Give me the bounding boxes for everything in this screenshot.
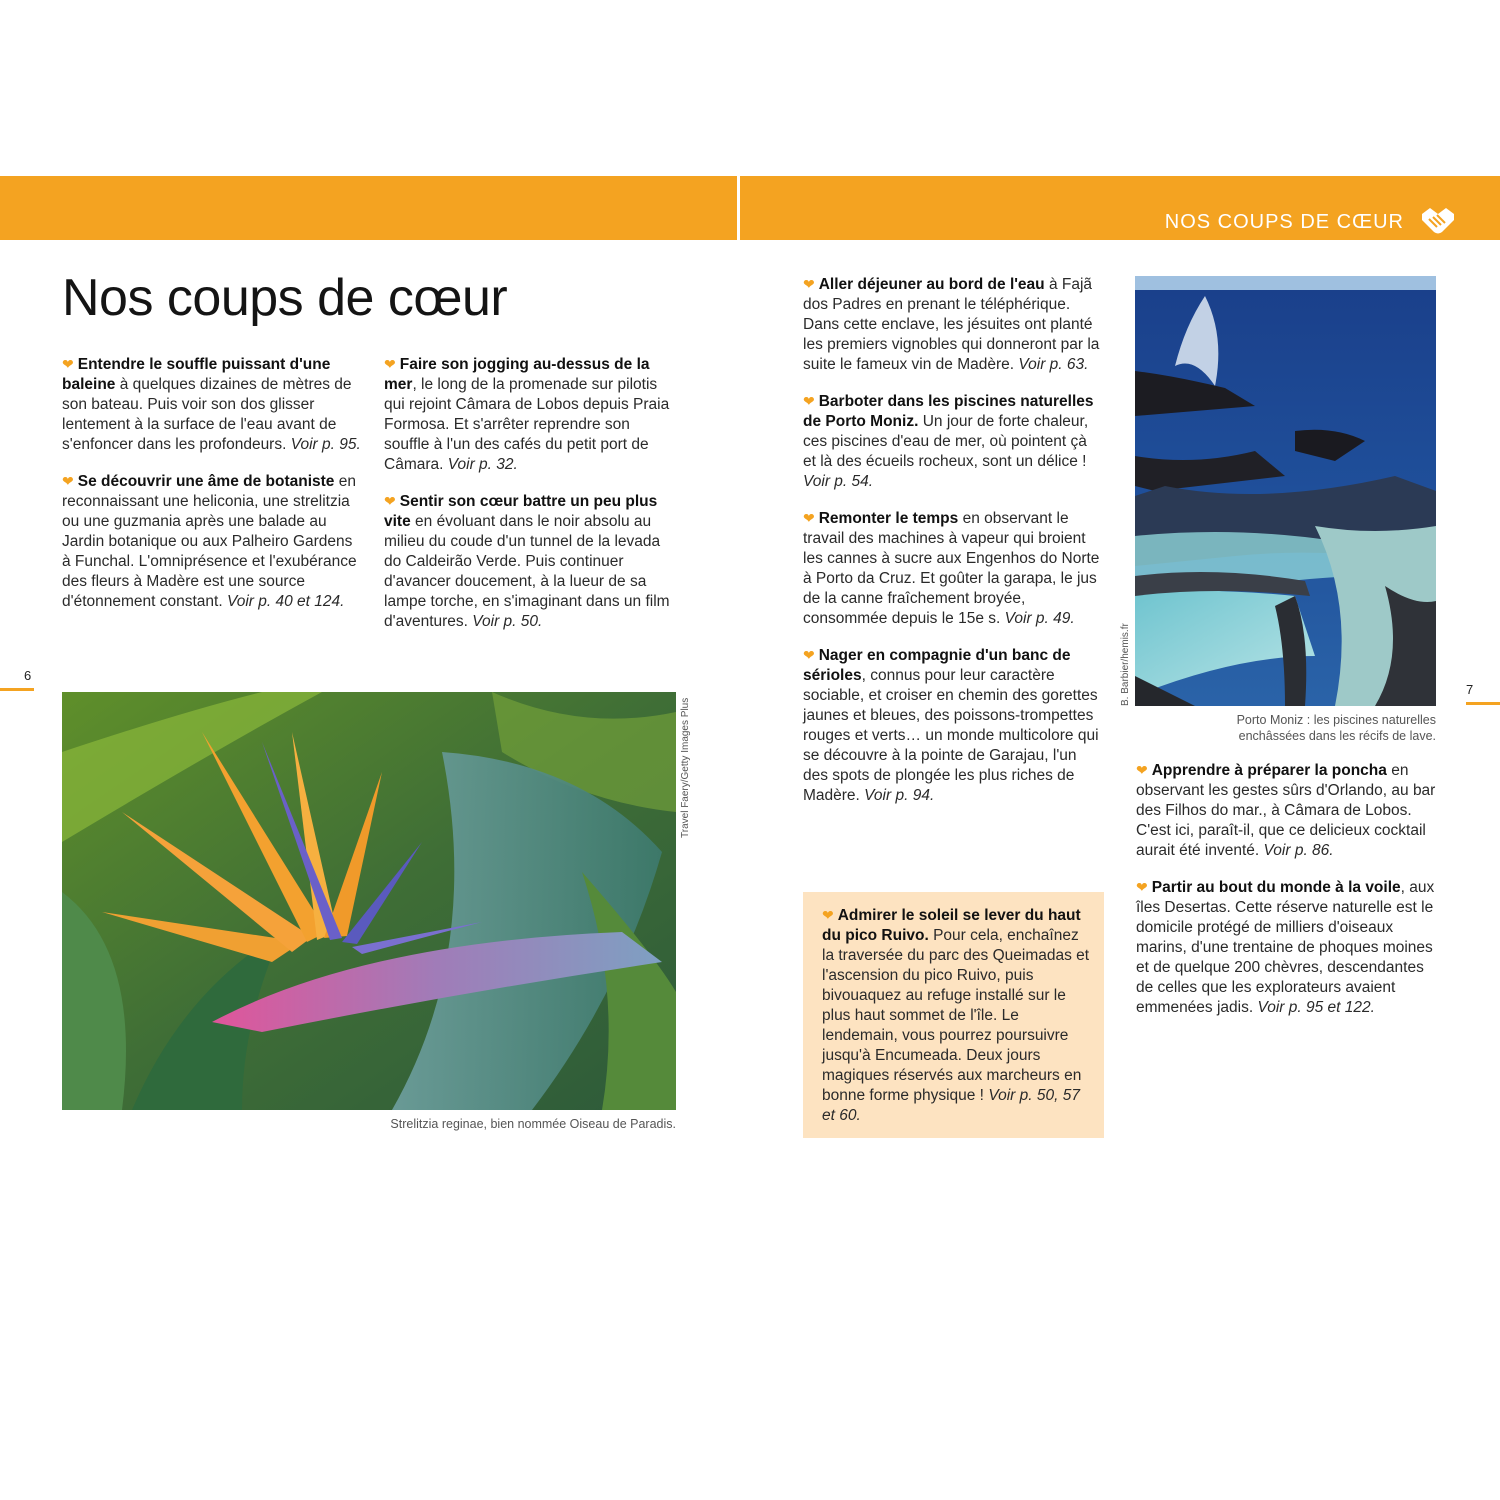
heart-icon: ❤ [803, 510, 815, 526]
tip-item: ❤ Admirer le soleil se lever du haut du pico Ruivo. Pour cela, enchaînez la traversée du parc des Queimadas et l'ascension du pico Ruivo, puis bivouaquez au refuge installé sur le plus haut sommet de l'île. Le lendemain, vous pourrez poursuivre jusqu'à Encumeada. Deux jours magiques réservés aux marcheurs en bonne forme physique ! Voir p. 50, 57 et 60. [822, 907, 1090, 1124]
tip-item: ❤ Faire son jogging au-dessus de la mer, le long de la promenade sur pilotis qui rejoint Câmara de Lobos depuis Praia Formosa. Et s'arrêter reprendre son souffle à l'un des cafés du petit port de Câmara. Voir p. 32. [384, 356, 670, 473]
heart-icon: ❤ [803, 393, 815, 409]
section-label: NOS COUPS DE CŒUR [1164, 211, 1404, 233]
strelitzia-illustration [62, 692, 676, 1110]
tip-item: ❤ Apprendre à préparer la poncha en observant les gestes sûrs d'Orlando, au bar des Filhos do mar., à Câmara de Lobos. C'est ici, paraît-il, que ce delicieux cocktail aurait été inventé. Voir p. 86. [1136, 762, 1436, 859]
heart-icon: ❤ [62, 356, 74, 372]
tip-item: ❤ Sentir son cœur battre un peu plus vite en évoluant dans le noir absolu au milieu du coude d'un tunnel de la levada do Caldeirão Verde. Puis continuer d'avancer doucement, à la lueur de sa lampe torche, en s'imaginant dans un film d'aventures. Voir p. 50. [384, 493, 670, 630]
page-title: Nos coups de cœur [62, 269, 508, 327]
page-number-bar-right [1466, 702, 1500, 705]
strelitzia-photo [62, 692, 676, 1110]
page-number-left: 6 [24, 668, 32, 683]
heart-icon: ❤ [803, 276, 815, 292]
photo-caption-pool [1136, 712, 1436, 744]
tip-item: ❤ Aller déjeuner au bord de l'eau à Fajã dos Padres en prenant le téléphérique. Dans cette enclave, les jésuites ont planté les premiers vignobles qui donneront par la suite le fameux vin de Madère. Voir p. 63. [803, 276, 1100, 373]
left-column-2 [384, 354, 672, 648]
heart-icon: ❤ [384, 493, 396, 509]
tip-item: ❤ Entendre le souffle puissant d'une baleine à quelques dizaines de mètres de son bateau. Puis voir son dos glisser lentement à la surface de l'eau avant de s'enfoncer dans les profondeurs. Voir p. 95. [62, 356, 361, 453]
photo-caption-flower: Strelitzia reginae, bien nommée Oiseau de Paradis. [390, 1117, 676, 1131]
handshake-icon [1420, 204, 1456, 236]
right-column-2 [1136, 760, 1436, 1034]
tip-item: ❤ Barboter dans les piscines naturelles de Porto Moniz. Un jour de forte chaleur, ces piscines d'eau de mer, où pointent çà et là des écueils rocheux, sont un délice ! Voir p. 54. [803, 393, 1094, 490]
highlight-text [822, 905, 1094, 1142]
page-number-bar-left [0, 688, 34, 691]
tip-item: ❤ Se découvrir une âme de botaniste en reconnaissant une heliconia, une strelitzia ou une guzmania après une balade au Jardin botanique ou aux Palheiro Gardens à Funchal. L'omniprésence et l'exubérance des fleurs à Madère est une source d'étonnement constant. Voir p. 40 et 124. [62, 473, 357, 610]
photo-credit-flower: Travel Faery/Getty Images Plus [680, 697, 691, 838]
photo-caption-pool-line1: Porto Moniz : les piscines naturelles [1236, 713, 1436, 727]
photo-credit-pool: B. Barbier/hemis.fr [1120, 623, 1131, 706]
heart-icon: ❤ [803, 647, 815, 663]
heart-icon: ❤ [62, 473, 74, 489]
heart-icon: ❤ [1136, 879, 1148, 895]
tip-item: ❤ Partir au bout du monde à la voile, aux îles Desertas. Cette réserve naturelle est le domicile protégé de milliers d'oiseaux marins, d'une trentaine de phoques moines et de quelque 200 chèvres, descendantes de celles que les explorateurs avaient emmenées jadis. Voir p. 95 et 122. [1136, 879, 1435, 1016]
tip-item: ❤ Remonter le temps en observant le travail des machines à vapeur qui broient les cannes à sucre aux Engenhos do Norte à Porto da Cruz. Et goûter la garapa, le jus de la canne fraîchement broyée, consommée depuis le 15e s. Voir p. 49. [803, 510, 1100, 627]
heart-icon: ❤ [384, 356, 396, 372]
porto-moniz-photo [1135, 276, 1436, 706]
page-number-right: 7 [1466, 682, 1474, 697]
porto-moniz-illustration [1135, 276, 1436, 706]
header-band-left [0, 176, 737, 240]
heart-icon: ❤ [1136, 762, 1148, 778]
heart-icon: ❤ [822, 907, 834, 923]
left-column-1 [62, 354, 362, 628]
photo-caption-pool-line2: enchâssées dans les récifs de lave. [1238, 729, 1436, 743]
right-column-1 [803, 274, 1103, 822]
tip-item: ❤ Nager en compagnie d'un banc de sérioles, connus pour leur caractère sociable, et croiser en chemin des gorettes jaunes et bleues, des poissons-trompettes rouges et verts… un monde multicolore qui se découvre à la pointe de Garajau, l'un des spots de plongée les plus riches de Madère. Voir p. 94. [803, 647, 1099, 804]
